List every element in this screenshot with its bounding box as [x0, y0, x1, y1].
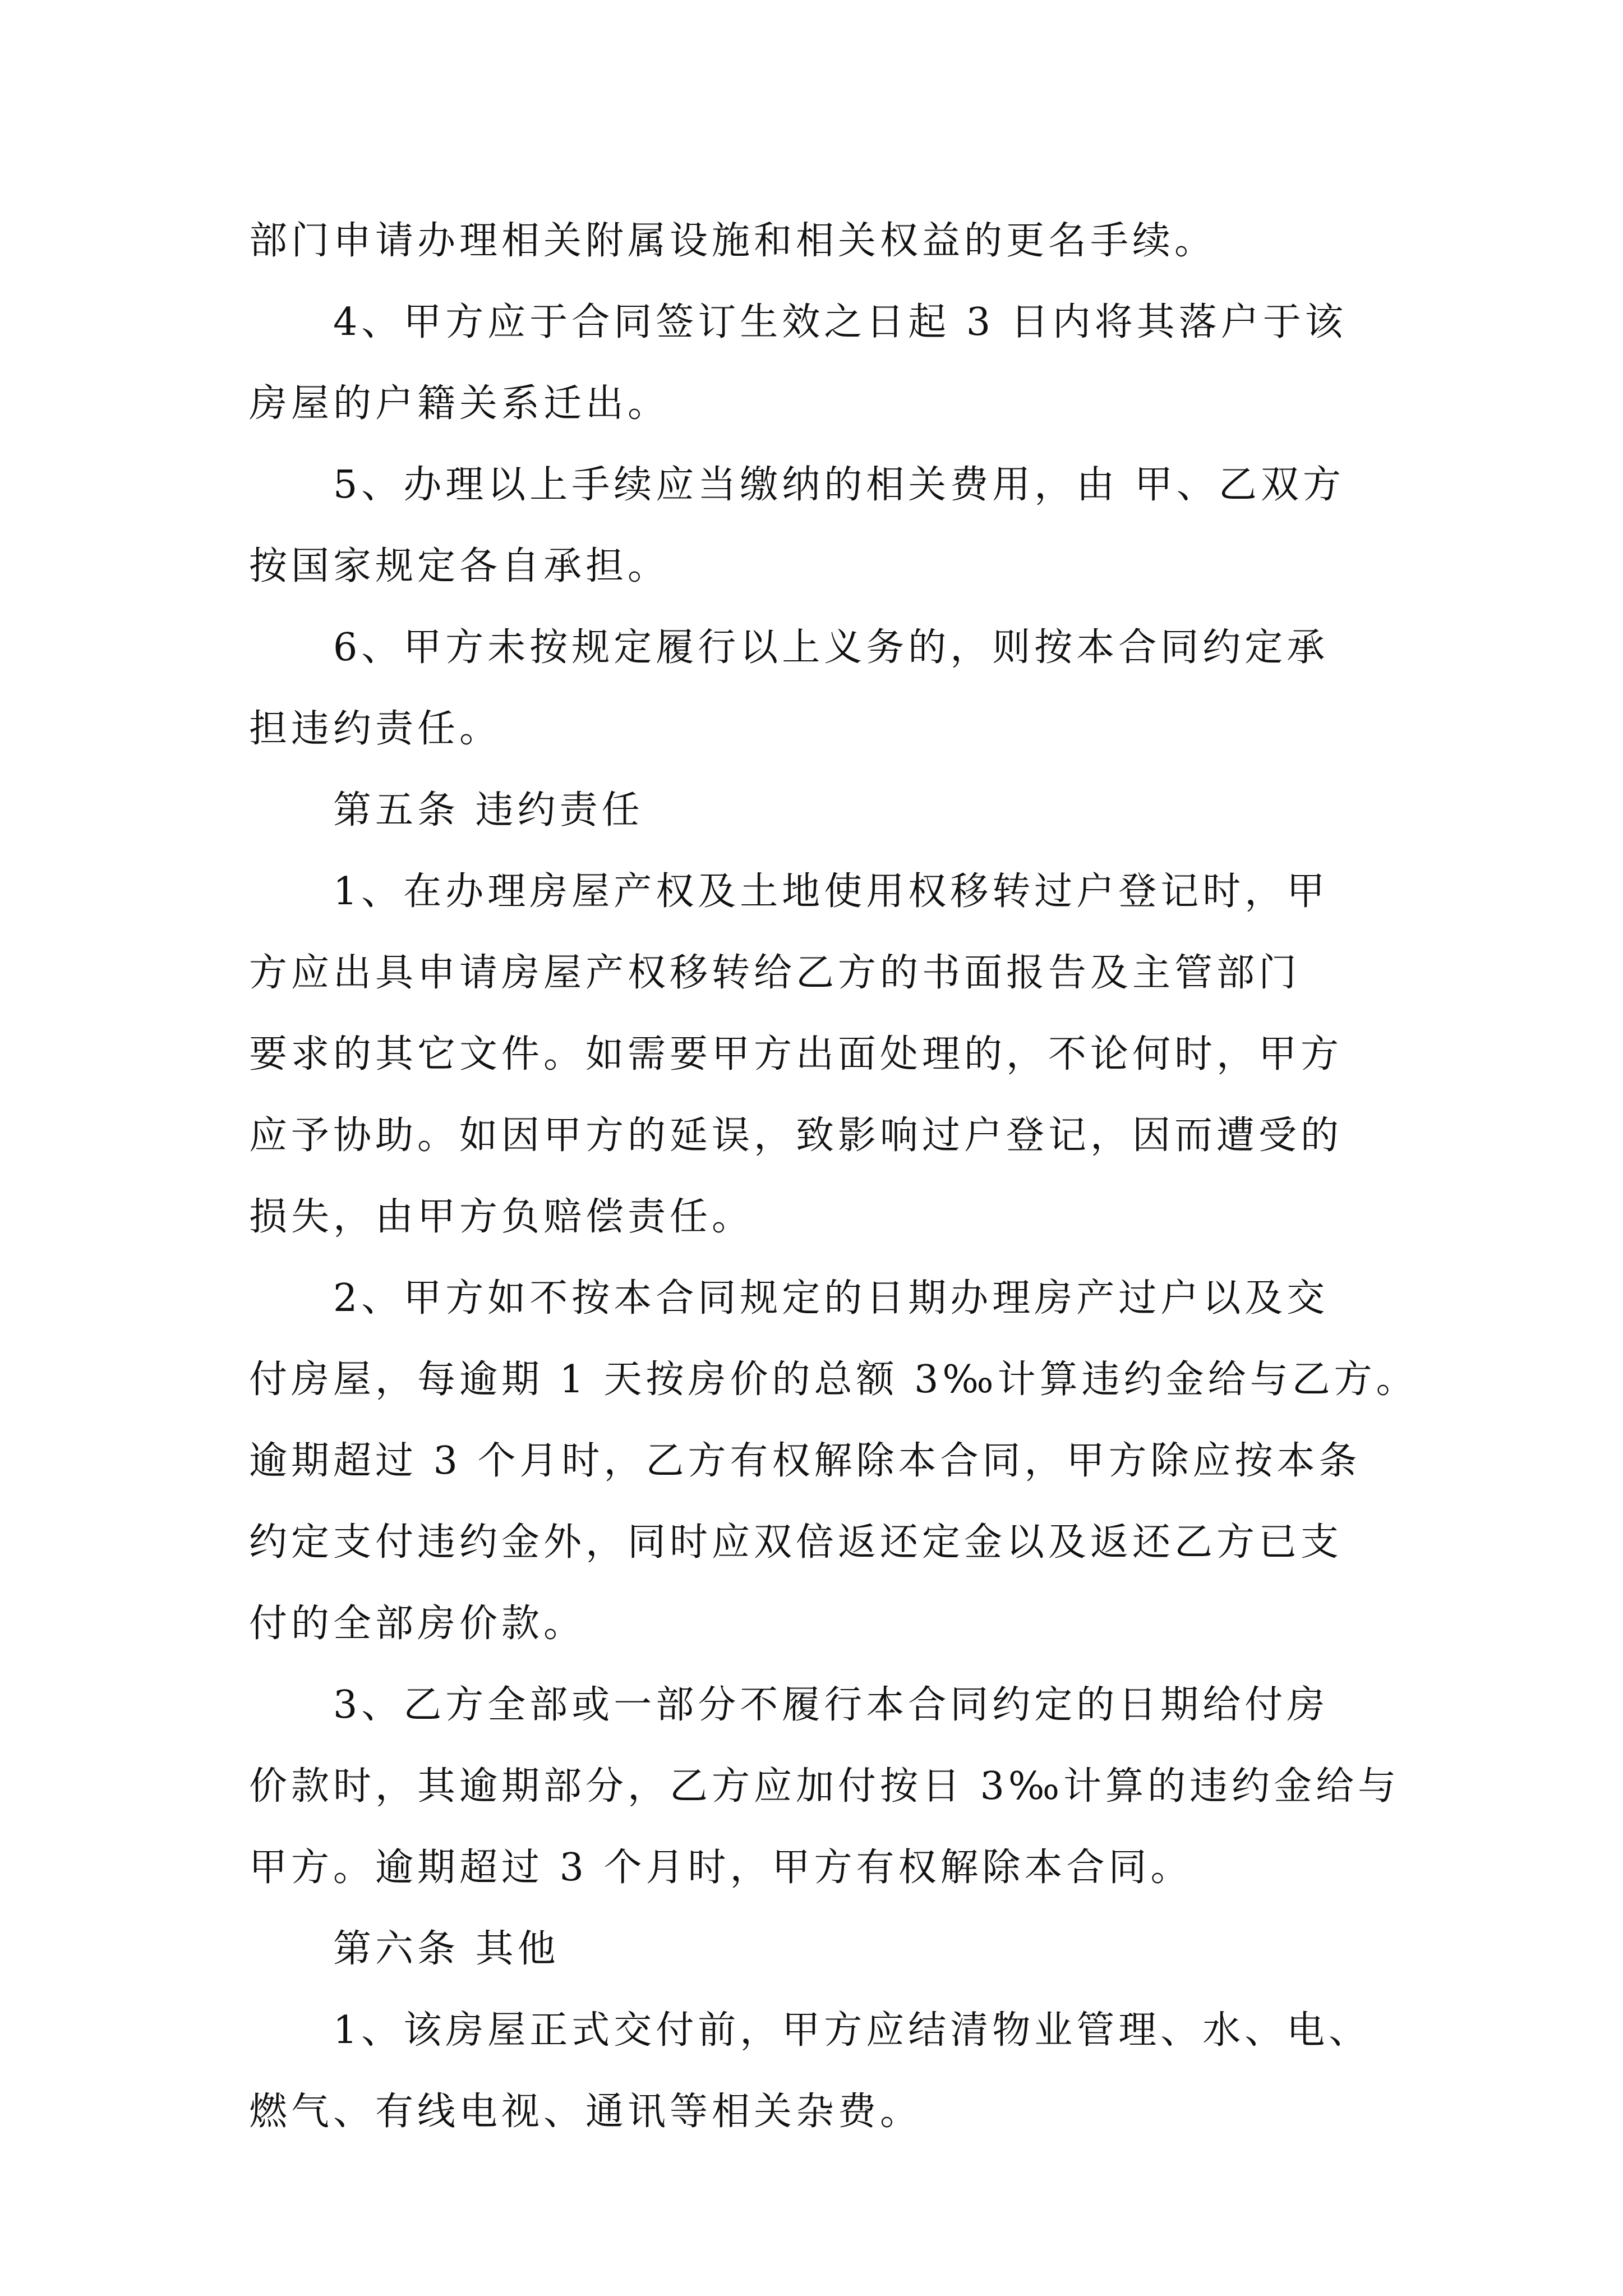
article-5-item-2-line-4: 约定支付违约金外，同时应双倍返还定金以及返还乙方已支: [249, 1520, 1343, 1565]
article-5-item-1-line-2: 方应出具申请房屋产权移转给乙方的书面报告及主管部门: [249, 951, 1301, 995]
article-6-item-1-line-1: 1、该房屋正式交付前，甲方应结清物业管理、水、电、: [333, 2008, 1371, 2053]
text-line: 部门申请办理相关附属设施和相关权益的更名手续。: [249, 219, 1217, 263]
article-6-item-1-line-2: 燃气、有线电视、通讯等相关杂费。: [249, 2090, 923, 2134]
article-5-item-3-line-2: 价款时，其逾期部分，乙方应加付按日 3‰计算的违约金给与: [249, 1764, 1400, 1809]
article-5-item-1-line-3: 要求的其它文件。如需要甲方出面处理的，不论何时，甲方: [249, 1032, 1343, 1076]
article-6-heading: 第六条 其他: [333, 1927, 560, 1971]
article-5-heading: 第五条 违约责任: [333, 788, 644, 832]
clause-4-line-2: 房屋的户籍关系迁出。: [249, 381, 670, 426]
article-5-item-1-line-4: 应予协助。如因甲方的延误，致影响过户登记，因而遭受的: [249, 1114, 1343, 1158]
article-5-item-3-line-1: 3、乙方全部或一部分不履行本合同约定的日期给付房: [333, 1683, 1329, 1727]
article-5-item-1-line-1: 1、在办理房屋产权及土地使用权移转过户登记时，甲: [333, 869, 1329, 914]
article-5-item-2-line-5: 付的全部房价款。: [249, 1602, 586, 1646]
article-5-item-2-line-3: 逾期超过 3 个月时，乙方有权解除本合同，甲方除应按本条: [249, 1439, 1361, 1483]
clause-5-line-2: 按国家规定各自承担。: [249, 544, 670, 588]
article-5-item-1-line-5: 损失，由甲方负赔偿责任。: [249, 1195, 754, 1239]
clause-5-line-1: 5、办理以上手续应当缴纳的相关费用，由 甲、乙双方: [333, 463, 1345, 507]
clause-6-line-2: 担违约责任。: [249, 707, 502, 751]
article-5-item-2-line-1: 2、甲方如不按本合同规定的日期办理房产过户以及交: [333, 1276, 1329, 1320]
clause-6-line-1: 6、甲方未按规定履行以上义务的，则按本合同约定承: [333, 625, 1329, 670]
article-5-item-2-line-2: 付房屋，每逾期 1 天按房价的总额 3‰计算违约金给与乙方。: [249, 1358, 1418, 1402]
clause-4-line-1: 4、甲方应于合同签订生效之日起 3 日内将其落户于该: [333, 300, 1347, 344]
article-5-item-3-line-3: 甲方。逾期超过 3 个月时，甲方有权解除本合同。: [249, 1846, 1193, 1890]
